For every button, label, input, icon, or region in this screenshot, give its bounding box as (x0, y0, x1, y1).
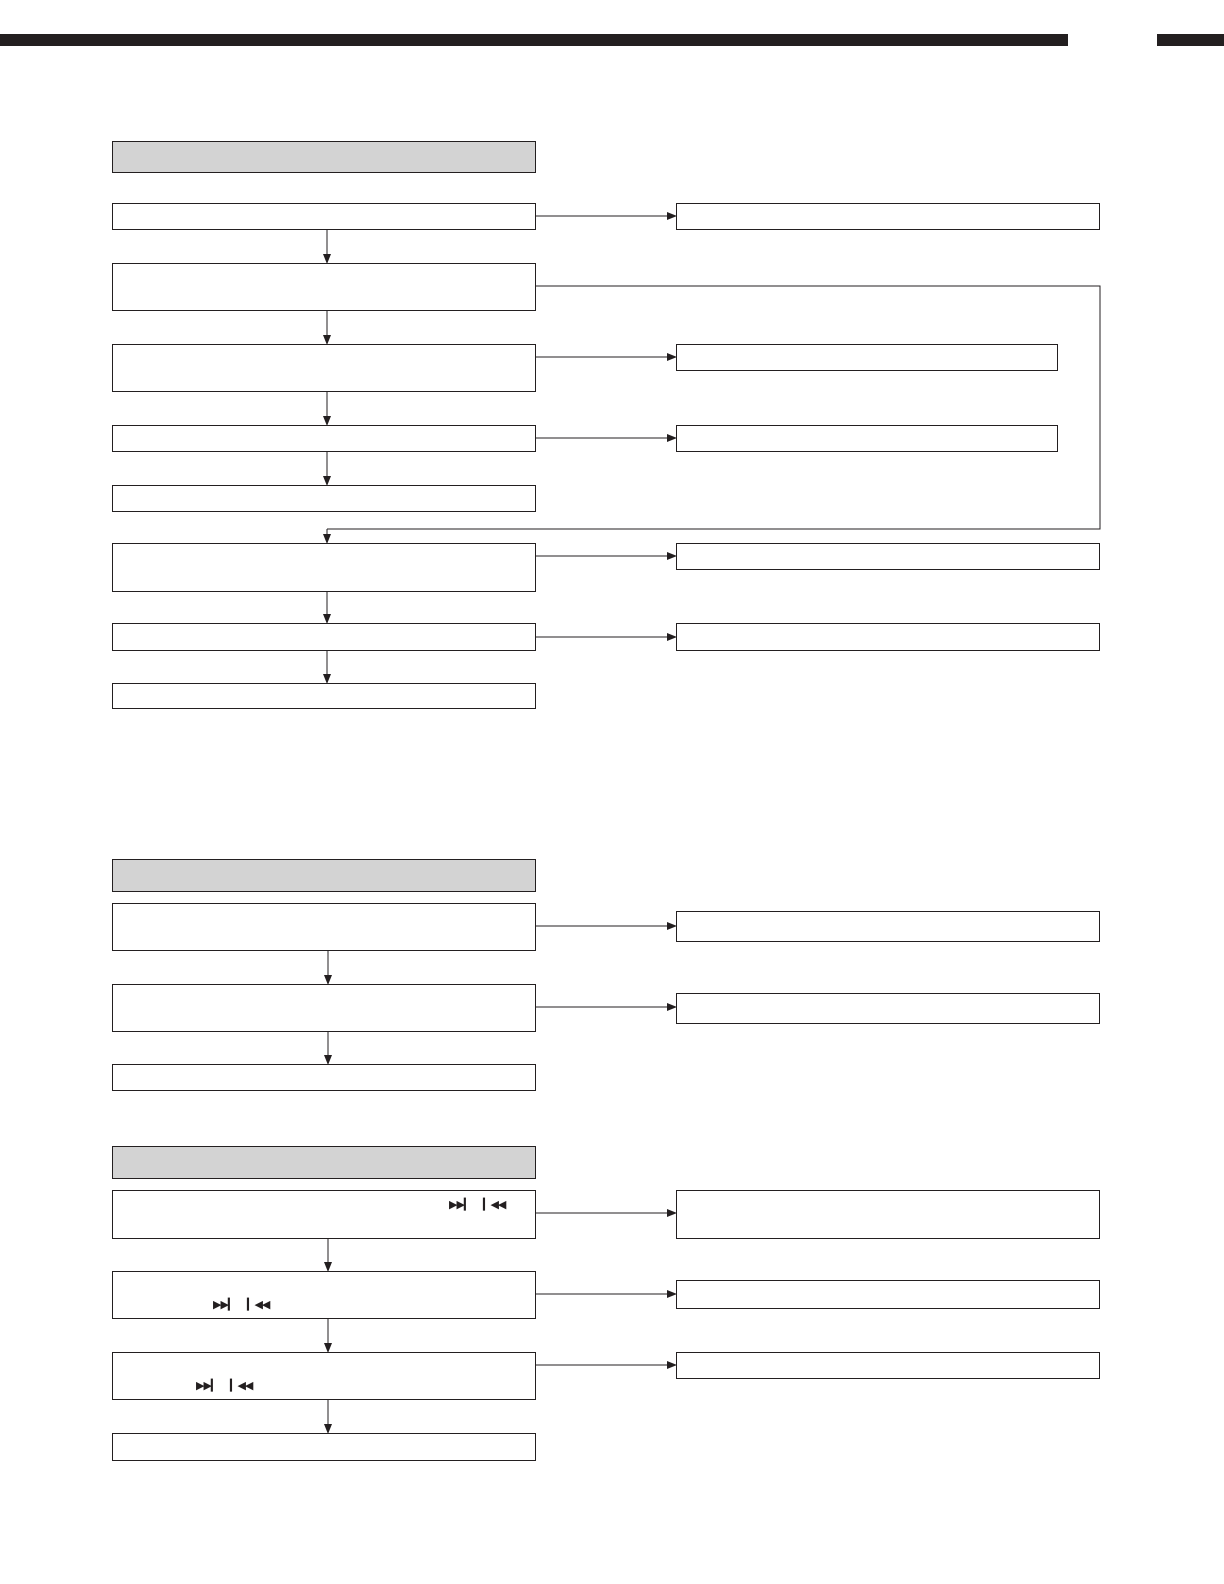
flowchart-1-branch-4 (676, 543, 1100, 570)
flowchart-1-step-8 (112, 683, 536, 709)
flowchart-3-step-3 (112, 1352, 536, 1400)
flowchart-2-header (112, 859, 536, 892)
flowchart-3-branch-2 (676, 1280, 1100, 1309)
flowchart-3-branch-3 (676, 1352, 1100, 1379)
skip-backward-icon: ▎◀◀ (483, 1198, 506, 1211)
flowchart-2-step-2 (112, 984, 536, 1032)
flowchart-1-step-7 (112, 623, 536, 651)
flowchart-1-step-5 (112, 485, 536, 512)
skip-forward-icon: ▶▶▎ (449, 1198, 472, 1211)
flowchart-3-step-2 (112, 1271, 536, 1319)
skip-forward-icon: ▶▶▎ (213, 1298, 236, 1311)
skip-backward-icon: ▎◀◀ (247, 1298, 270, 1311)
flowchart-3-step-4 (112, 1433, 536, 1461)
flowchart-2-step-3 (112, 1064, 536, 1091)
flowchart-1-step-2 (112, 263, 536, 311)
flowchart-1-step-4 (112, 425, 536, 452)
flowchart-1-header (112, 141, 536, 173)
flowchart-1-branch-2 (676, 344, 1058, 371)
flowchart-1-branch-3 (676, 425, 1058, 452)
flowchart-2-step-1 (112, 903, 536, 951)
flowchart-1-step-1 (112, 203, 536, 230)
flowchart-2-branch-1 (676, 911, 1100, 942)
flowchart-3-header (112, 1146, 536, 1179)
skip-forward-icon: ▶▶▎ (196, 1379, 219, 1392)
flowchart-3-branch-1 (676, 1190, 1100, 1239)
flowchart-2-branch-2 (676, 993, 1100, 1024)
skip-backward-icon: ▎◀◀ (230, 1379, 253, 1392)
flowchart-1-branch-5 (676, 623, 1100, 651)
flowchart-1-step-3 (112, 344, 536, 392)
flowchart-3-step-1 (112, 1190, 536, 1239)
flowchart-1-step-6 (112, 543, 536, 592)
flowchart-1-branch-1 (676, 203, 1100, 230)
